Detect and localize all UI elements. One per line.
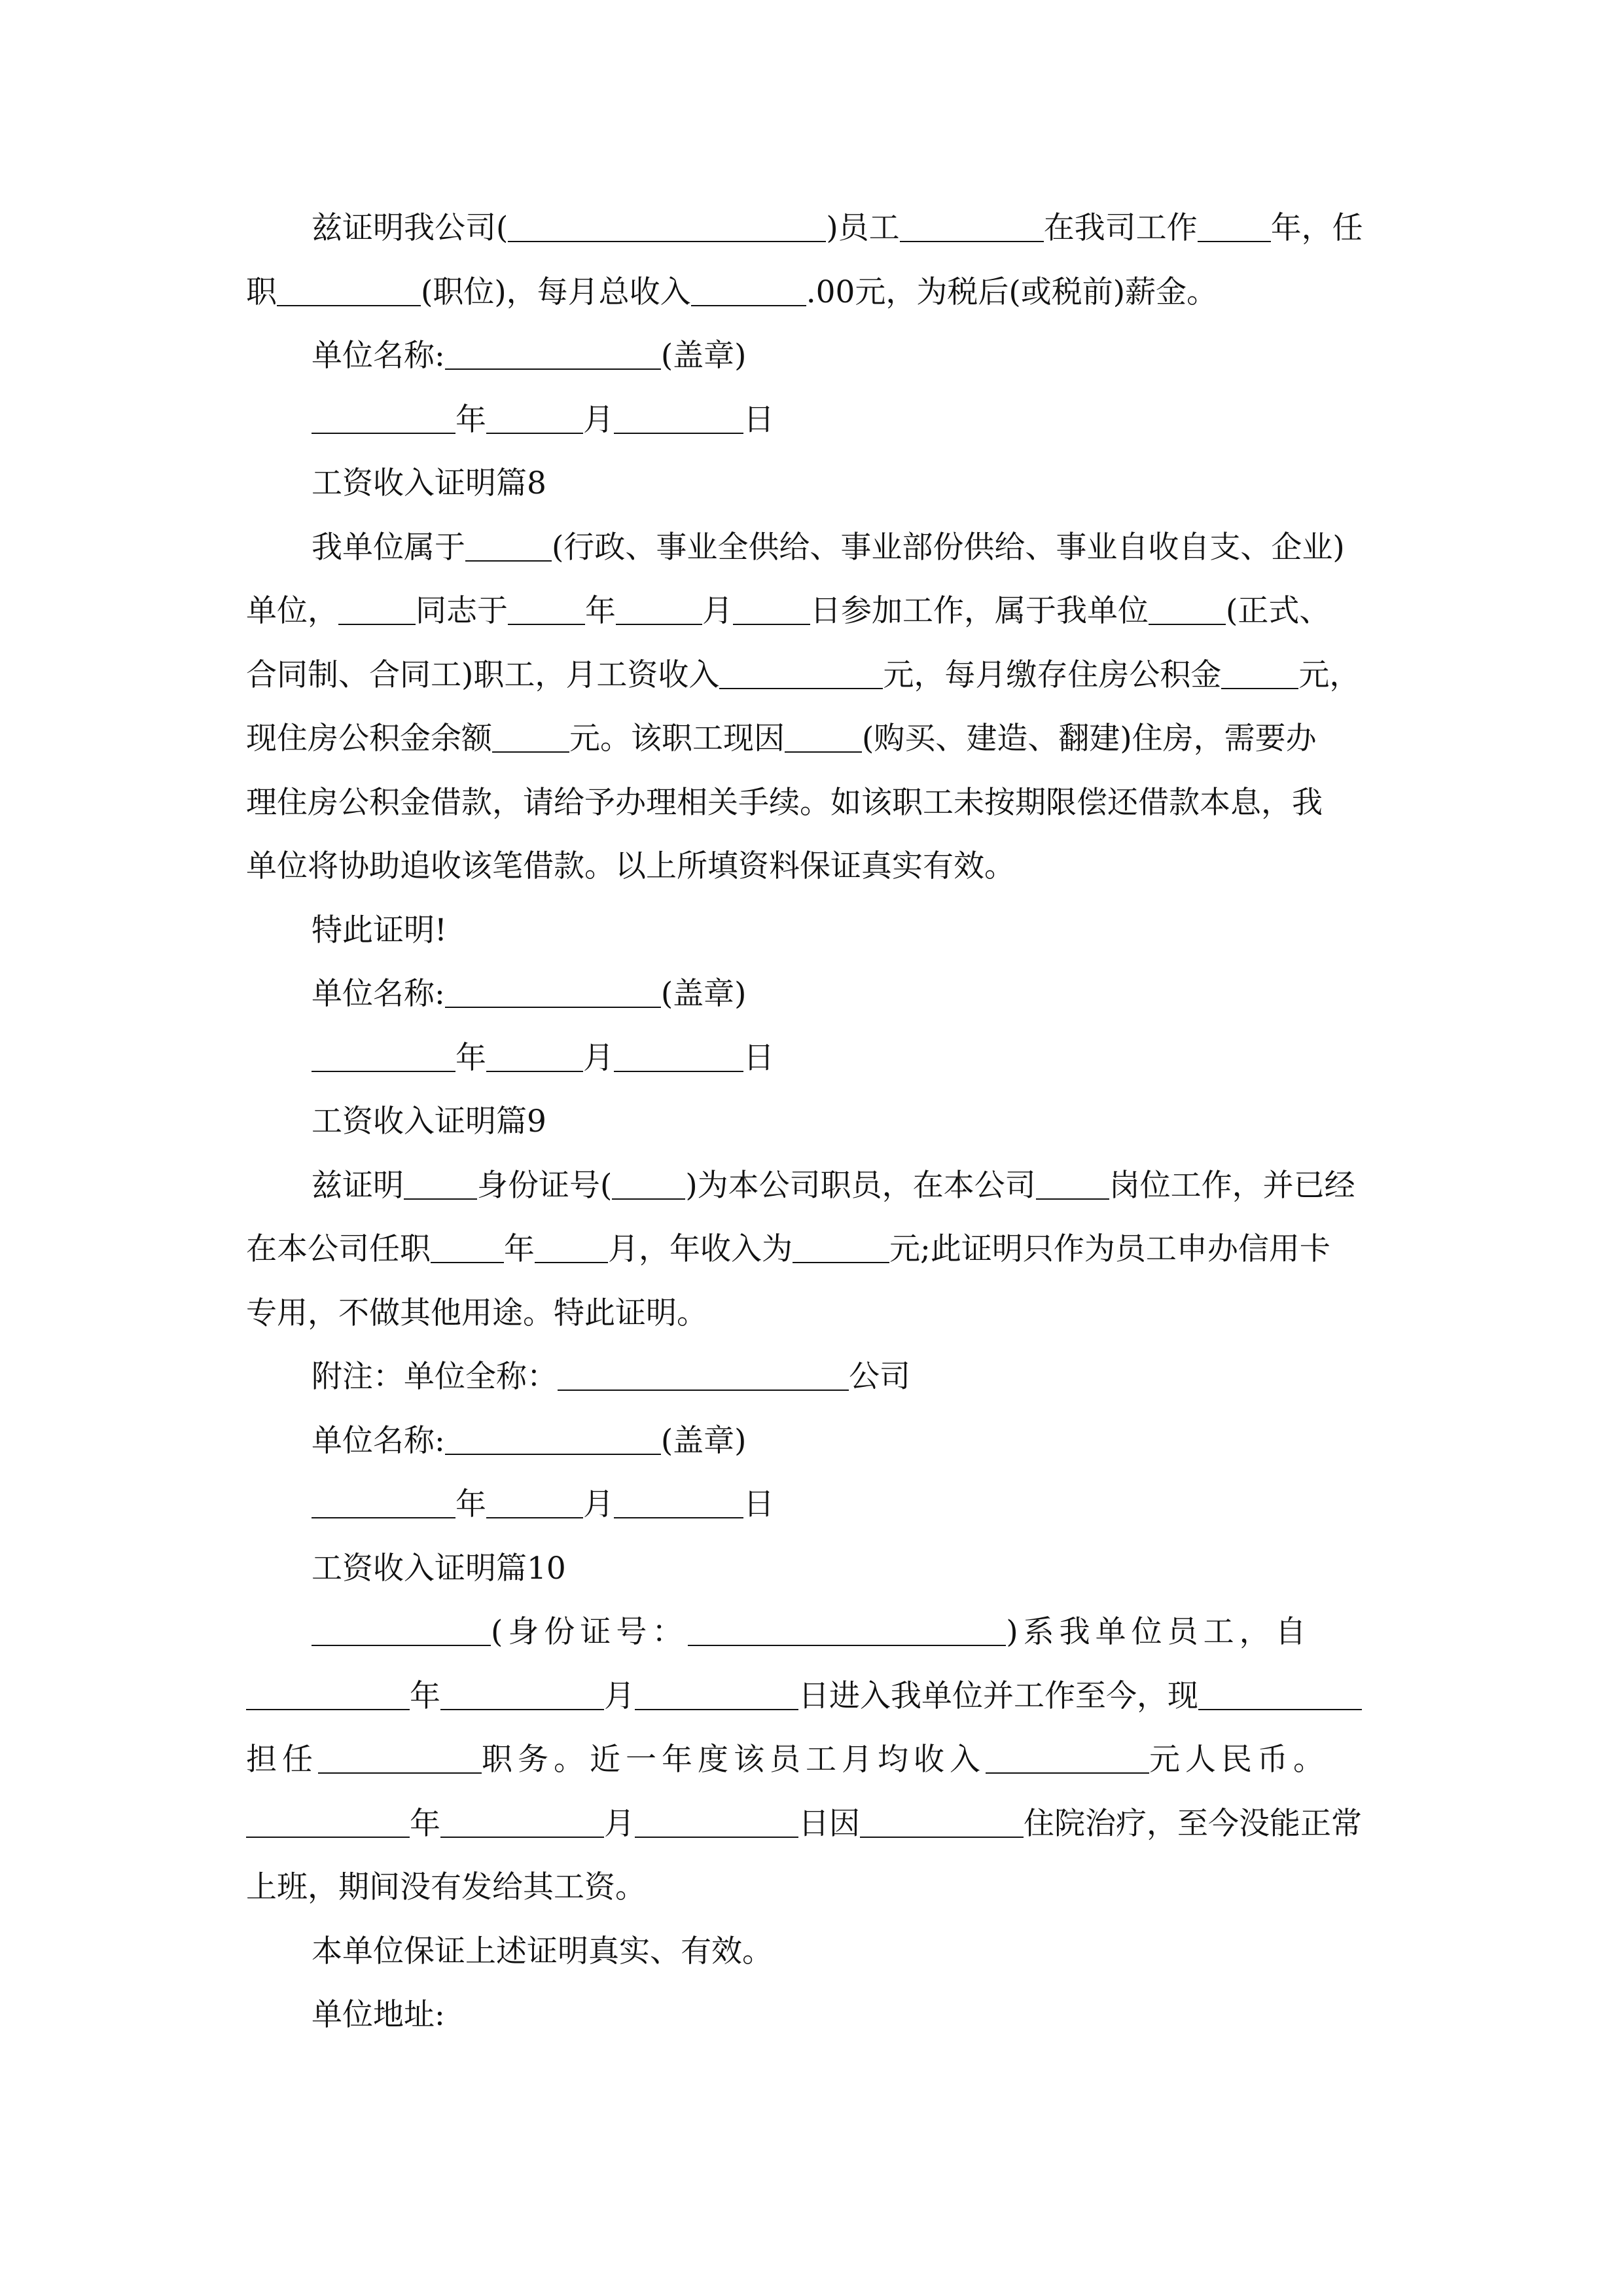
- blank: [404, 1172, 477, 1200]
- s9-line-1: [246, 1154, 1377, 1218]
- text: 月: [583, 401, 614, 438]
- text: 附注：单位全称：: [312, 1359, 558, 1395]
- blank-unit-name: [445, 342, 661, 370]
- text: 日: [743, 1039, 774, 1076]
- text: 元人民币。: [1149, 1742, 1329, 1778]
- text: 身份证号(: [477, 1167, 613, 1204]
- s9-note: [246, 1345, 1377, 1409]
- text: 年: [455, 1486, 486, 1522]
- s8-line-4: [246, 707, 1377, 771]
- s7-date: [246, 388, 1377, 452]
- text: .00元，为税后(或税前)薪金。: [806, 274, 1218, 310]
- text: 单位名称:: [312, 976, 445, 1012]
- blank-month: [486, 1491, 583, 1518]
- text: 同志于: [416, 593, 508, 629]
- text: 担任: [246, 1742, 318, 1778]
- blank: [440, 1683, 604, 1710]
- blank-month: [486, 1045, 583, 1072]
- text: 兹证明: [312, 1167, 404, 1204]
- blank-id: [688, 1619, 1006, 1646]
- blank-day: [614, 406, 743, 434]
- text: 元，每月缴存住房公积金: [883, 656, 1222, 693]
- text: 公司: [849, 1359, 910, 1395]
- text: (购买、建造、翻建)住房，需要办: [862, 721, 1317, 757]
- text: 月: [604, 1677, 635, 1714]
- text: 元。该职工现因: [569, 721, 785, 757]
- blank-unit-name: [445, 980, 661, 1008]
- s8-line-1: [246, 516, 1377, 580]
- s8-special: 特此证明!: [312, 912, 447, 948]
- s10-line-4: [246, 1792, 1377, 1856]
- text: 日: [743, 1486, 774, 1522]
- blank: [612, 1172, 685, 1200]
- text: 月，年收入为: [608, 1231, 793, 1267]
- text: 月: [604, 1805, 635, 1842]
- s10-title: 工资收入证明篇10: [312, 1550, 566, 1587]
- s8-unit-name: [246, 962, 1377, 1026]
- text: 元;此证明只作为员工申办信用卡: [889, 1231, 1330, 1267]
- blank: [508, 598, 585, 625]
- s10-line-2: [246, 1664, 1377, 1729]
- blank: [635, 1810, 798, 1838]
- text: 年: [504, 1231, 535, 1267]
- s8-line-5: 理住房公积金借款，请给予办理相关手续。如该职工未按期限偿还借款本息，我: [246, 784, 1323, 821]
- text: (盖章): [660, 976, 747, 1012]
- blank: [318, 1746, 482, 1774]
- text: 职: [246, 274, 277, 310]
- blank-day: [614, 1045, 743, 1072]
- text: 单位，: [246, 593, 338, 629]
- text: (盖章): [660, 1422, 747, 1459]
- blank: [535, 1236, 608, 1263]
- s9-line-3: 专用，不做其他用途。特此证明。: [246, 1295, 707, 1331]
- blank: [635, 1683, 798, 1710]
- blank: [1036, 1172, 1109, 1200]
- text: 日参加工作，属于我单位: [810, 593, 1149, 629]
- blank: [246, 1810, 410, 1838]
- text: 年，任: [1270, 210, 1363, 246]
- blank-full-name: [558, 1363, 849, 1391]
- text: 年: [455, 1039, 486, 1076]
- blank-year: [312, 406, 455, 434]
- blank-day: [614, 1491, 743, 1518]
- text: 日: [743, 401, 774, 438]
- text: (身份证号：: [491, 1614, 688, 1650]
- s8-line-6: 单位将协助追收该笔借款。以上所填资料保证真实有效。: [246, 848, 1015, 884]
- s10-line-1: [246, 1600, 1377, 1664]
- text: 职务。近一年度该员工月均收入: [482, 1742, 986, 1778]
- blank: [785, 725, 862, 753]
- blank: [440, 1810, 604, 1838]
- s7-line-2: [246, 260, 1377, 325]
- blank: [793, 1236, 889, 1263]
- s10-line-3: [246, 1728, 1377, 1792]
- blank-year: [312, 1045, 455, 1072]
- blank: [431, 1236, 504, 1263]
- blank-year: [312, 1491, 455, 1518]
- text: 日进入我单位并工作至今，现: [798, 1677, 1198, 1714]
- s7-unit-name: [246, 324, 1377, 388]
- blank-month: [486, 406, 583, 434]
- text: )系我单位员工，自: [1006, 1614, 1311, 1650]
- blank: [1221, 662, 1298, 689]
- text: )为本公司职员，在本公司: [685, 1167, 1036, 1204]
- text: 年: [455, 401, 486, 438]
- blank: [338, 598, 416, 625]
- s8-title: 工资收入证明篇8: [312, 465, 546, 501]
- blank-employee: [900, 215, 1044, 242]
- blank-position: [277, 279, 421, 306]
- text: (行政、事业全供给、事业部份供给、事业自收自支、企业): [552, 529, 1345, 565]
- text: 单位名称:: [312, 1422, 445, 1459]
- text: 现住房公积金余额: [246, 721, 492, 757]
- text: 年: [585, 593, 616, 629]
- text: 在我司工作: [1043, 210, 1198, 246]
- text: 年: [410, 1677, 440, 1714]
- blank: [465, 534, 552, 562]
- s8-date: [246, 1026, 1377, 1090]
- text: (正式、: [1226, 593, 1330, 629]
- blank-company: [508, 215, 826, 242]
- blank: [616, 598, 702, 625]
- text: 合同制、合同工)职工，月工资收入: [246, 656, 720, 693]
- text: 住院治疗，至今没能正常: [1024, 1805, 1362, 1842]
- blank: [733, 598, 810, 625]
- blank: [1149, 598, 1226, 625]
- blank: [1198, 1683, 1362, 1710]
- blank-unit-name: [445, 1427, 661, 1455]
- s9-line-2: [246, 1217, 1377, 1282]
- blank: [719, 662, 883, 689]
- s8-line-2: [246, 579, 1377, 643]
- text: 年: [410, 1805, 440, 1842]
- text: 月: [702, 593, 733, 629]
- blank-income: [691, 279, 806, 306]
- text: 我单位属于: [312, 529, 465, 565]
- text: 在本公司任职: [246, 1231, 431, 1267]
- text: 月: [583, 1039, 614, 1076]
- text: 单位名称:: [312, 338, 445, 374]
- blank-years: [1198, 215, 1271, 242]
- text: 兹证明我公司(: [312, 210, 508, 246]
- text: (盖章): [660, 338, 747, 374]
- text: 岗位工作，并已经: [1109, 1167, 1355, 1204]
- s9-title: 工资收入证明篇9: [312, 1103, 546, 1139]
- s10-address: 单位地址:: [312, 1997, 445, 2033]
- blank: [246, 1683, 410, 1710]
- s10-line-5: 上班，期间没有发给其工资。: [246, 1869, 646, 1905]
- text: )员工: [826, 210, 900, 246]
- text: 元，: [1298, 656, 1361, 693]
- blank: [492, 725, 569, 753]
- text: 月: [583, 1486, 614, 1522]
- blank: [860, 1810, 1024, 1838]
- s9-unit-name: [246, 1409, 1377, 1473]
- text: (职位)，每月总收入: [421, 274, 691, 310]
- s10-guarantee: 本单位保证上述证明真实、有效。: [312, 1933, 773, 1969]
- s9-date: [246, 1473, 1377, 1537]
- blank: [986, 1746, 1149, 1774]
- s8-line-3: [246, 643, 1377, 708]
- blank-name: [312, 1619, 491, 1646]
- document-body: [246, 196, 1377, 2047]
- text: 日因: [798, 1805, 860, 1842]
- s7-line-1: [246, 196, 1377, 260]
